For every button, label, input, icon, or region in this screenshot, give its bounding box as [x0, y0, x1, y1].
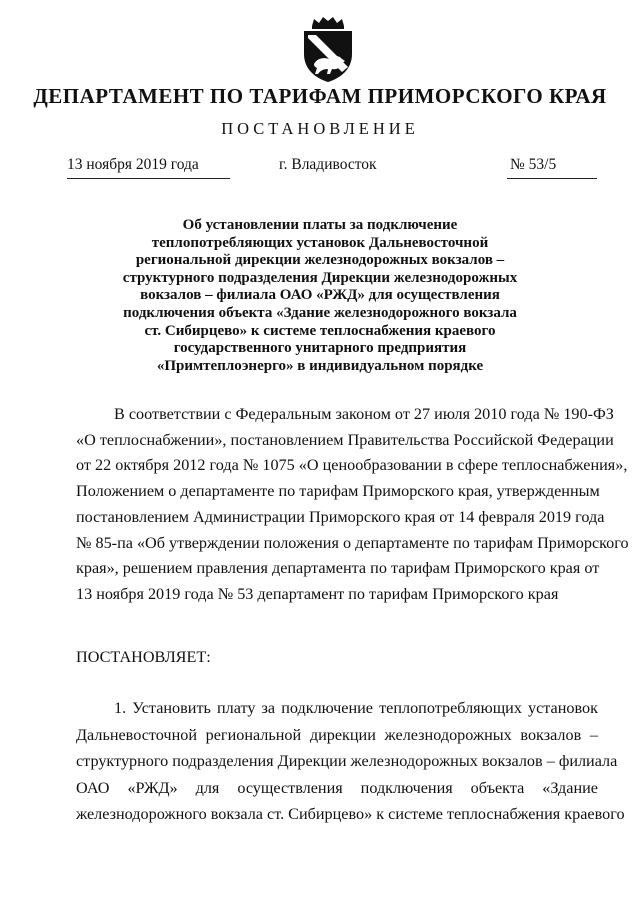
department-name: ДЕПАРТАМЕНТ ПО ТАРИФАМ ПРИМОРСКОГО КРАЯ [33, 84, 607, 108]
title-line: «Примтеплоэнерго» в индивидуальном порядке [156, 357, 484, 374]
document-date: 13 ноября 2019 года [67, 156, 199, 173]
item-line: структурного подразделения Дирекции железнодорожных вокзалов – филиала [76, 752, 618, 771]
title-line: региональной дирекции железнодорожных вокзалов – [135, 252, 505, 269]
preamble-line: Положением о департаменте по тарифам Приморского края, утвержденным [76, 482, 600, 501]
preamble-line: В соответствии с Федеральным законом от 27 июля 2010 года № 190-ФЗ [114, 405, 614, 423]
item-line: Дальневосточной региональной дирекции железнодорожных вокзалов – [76, 725, 598, 744]
title-line: подключения объекта «Здание железнодорожного вокзала [123, 304, 517, 321]
item-line: ОАО «РЖД» для осуществления подключения объекта «Здание [76, 778, 598, 797]
title-line: структурного подразделения Дирекции железнодорожных [122, 269, 518, 286]
resolves-heading: ПОСТАНОВЛЯЕТ: [76, 648, 211, 666]
preamble-line: «О теплоснабжении», постановлением Правительства Российской Федерации [76, 430, 614, 449]
item-line: 1. Установить плату за подключение теплопотребляющих установок [114, 699, 598, 717]
document-city: г. Владивосток [279, 156, 377, 173]
date-underline [67, 178, 230, 179]
document-title [100, 217, 540, 375]
preamble-line: постановлением Администрации Приморского края от 14 февраля 2019 года [76, 507, 605, 526]
number-underline [507, 178, 597, 179]
item-line: железнодорожного вокзала ст. Сибирцево» к системе теплоснабжения краевого [76, 805, 625, 824]
document-number: № 53/5 [510, 156, 557, 173]
preamble-line: 13 ноября 2019 года № 53 департамент по тарифам Приморского края [76, 584, 559, 603]
item-1-paragraph [76, 695, 625, 828]
title-line: государственного унитарного предприятия [173, 340, 467, 357]
preamble-line: от 22 октября 2012 года № 1075 «О ценообразовании в сфере теплоснабжения», [76, 456, 628, 475]
title-line: теплопотребляющих установок Дальневосточной [151, 234, 489, 251]
title-line: ст. Сибирцево» к системе теплоснабжения краевого [144, 322, 496, 339]
preamble-line: края», решением правления департамента по тарифам Приморского края от [76, 559, 600, 578]
preamble-paragraph [76, 402, 629, 608]
document-type: ПОСТАНОВЛЕНИЕ [221, 119, 419, 138]
title-line: вокзалов – филиала ОАО «РЖД» для осуществления [140, 287, 500, 304]
preamble-line: № 85-па «Об утверждении положения о департаменте по тарифам Приморского [76, 533, 629, 552]
title-line: Об установлении платы за подключение [182, 217, 458, 233]
coat-of-arms-icon [296, 16, 360, 84]
